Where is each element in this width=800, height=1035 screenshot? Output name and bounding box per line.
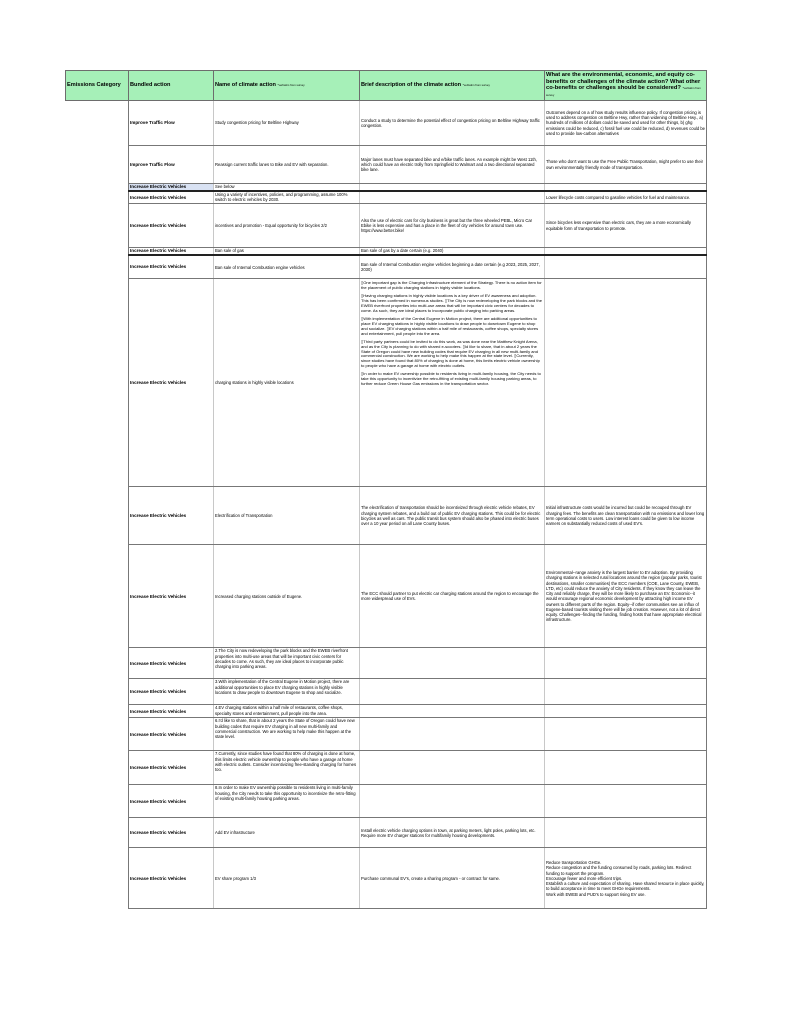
bundled-action-cell[interactable]: Increase Electric Vehicles [129, 204, 214, 248]
category-cell[interactable] [66, 751, 129, 785]
table-row [66, 248, 707, 255]
description-cell[interactable] [360, 279, 545, 487]
bundled-action-cell[interactable]: Increase Electric Vehicles [129, 679, 214, 705]
table-row [66, 818, 707, 848]
co-benefits-cell[interactable]: Environmental--range anxiety is the largest barrier to EV adoption. By providing charging stations in selected rural locations around the region (popular parks, tourist destinations, smaller communities) the ECC members (COE, Lane County, EWEB, LTD, etc) could reduce the anxiety of City residents. If they know they can leave the City and reliably charge, they will be more likely to purchase an EV. Economic--it would encourage regional economic development by attracting high income EV owners to different parts of the region. Equity--if other communities see an influx of Eugene-based tourists visiting there will be job creation. However, not a lot of direct equity. Challenges--finding the funding, finding hosts that have appropriate electrical infrastructure. [545, 545, 707, 648]
table-row [66, 191, 707, 204]
bundled-action-cell[interactable]: Increase Electric Vehicles [129, 718, 214, 751]
category-cell[interactable] [66, 146, 129, 184]
action-name-cell[interactable]: incentives and promotion - Equal opportunity for bicycles 2/2 [214, 204, 360, 248]
co-benefits-cell[interactable]: Outcomes depend on a of how study results influence policy. If congestion pricing is used to address congestion on Beltline Hwy, rather than widening of Beltline Hwy., a) hundreds of millions of dollars could be saved and used for other things, b) ghg emissions could be reduced, c) fossil fuel use could be reduced, d) revenues could be used to provide low-carbon alternatives [545, 101, 707, 146]
description-paragraph: ▯Having charging stations in highly visible locations is a key driver of EV awareness and adoption. This has been confirmed in numerous studies. ▯The City is now redeveloping the park blocks and the EWEB riverfront properties into multi-use areas that will be important civic centers for decades to come. As such, they are ideal places to incorporate public charging into parking areas. [361, 293, 543, 314]
category-cell[interactable] [66, 248, 129, 255]
bundled-action-cell[interactable]: Increase Electric Vehicles [129, 545, 214, 648]
co-benefit-line: Establish a culture and expectation of sharing. Have shared resource in place quickly, to build acceptance in time to meet GHGe requirements. [546, 881, 705, 892]
category-cell[interactable] [66, 487, 129, 545]
description-cell[interactable] [360, 184, 545, 191]
co-benefits-cell[interactable] [545, 705, 707, 718]
action-name-cell[interactable]: 3.With implementation of the Central Eugene in Motion project, there are additional opportunities to place EV charging stations in highly visible locations to draw people to downtown Eugene to shop and socialize. [214, 679, 360, 705]
bundled-action-cell[interactable]: Increase Electric Vehicles [129, 705, 214, 718]
table-row [66, 785, 707, 818]
table-row [66, 751, 707, 785]
table-row [66, 101, 707, 146]
category-cell[interactable] [66, 705, 129, 718]
climate-actions-table [65, 70, 707, 909]
description-cell[interactable]: The ECC should partner to put electric car charging stations around the region to encourage the more widespread use of EVs. [360, 545, 545, 648]
action-name-cell[interactable]: Using a variety of incentives, policies, and programming, assume 100% switch to electric vehicles by 2030. [214, 191, 360, 204]
action-name-cell[interactable]: Electrification of Transportation [214, 487, 360, 545]
co-benefits-cell[interactable] [545, 785, 707, 818]
table-row [66, 255, 707, 279]
description-cell[interactable]: Also the use of electric cars for city business is great but the three wheeled PEBL, Micro Car Ebike is less expensive and has a place in the fleet of city vehicles for around town use. https://www.better.bike/ [360, 204, 545, 248]
description-cell[interactable] [360, 679, 545, 705]
category-cell[interactable] [66, 679, 129, 705]
description-cell[interactable] [360, 705, 545, 718]
co-benefit-line: Reduce congestion and the funding consumed by roads, parking lots. Redirect funding to support the program. [546, 865, 692, 876]
bundled-action-cell[interactable]: Increase Electric Vehicles [129, 818, 214, 848]
co-benefits-cell[interactable] [545, 184, 707, 191]
table-row [66, 679, 707, 705]
bundled-action-cell[interactable]: Improve Traffic Flow [129, 101, 214, 146]
description-paragraph: ▯With implementation of the Central Eugene in Motion project, there are additional opportunities to place EV charging stations in highly visible locations to draw people to downtown Eugene to shop and socialize. ▯EV charging stations within a half mile of restaurants, coffee shops, specialty stores and entertainment, pull people into the area. [361, 316, 539, 336]
category-cell[interactable] [66, 255, 129, 279]
bundled-action-cell[interactable]: Increase Electric Vehicles [129, 785, 214, 818]
bundled-action-cell[interactable]: Increase Electric Vehicles [129, 184, 214, 191]
action-name-cell[interactable]: Increased charging stations outside of Eugene. [214, 545, 360, 648]
co-benefit-line: Encourage fewer and more efficient trips. [546, 875, 623, 881]
table-row [66, 648, 707, 679]
description-cell[interactable]: Conduct a study to determine the potential effect of congestion pricing on Beltline Highway traffic congestion. [360, 101, 545, 146]
category-cell[interactable] [66, 718, 129, 751]
action-name-cell[interactable]: Reassign current traffic lanes to Bike and EV with separation. [214, 146, 360, 184]
table-row [66, 487, 707, 545]
header-row [66, 71, 707, 101]
action-name-cell[interactable]: Ban sale of Internal Combustion engine vehicles [214, 255, 360, 279]
bundled-action-cell[interactable]: Increase Electric Vehicles [129, 487, 214, 545]
description-cell[interactable]: Purchase communal EV's, create a sharing program - or contract for same. [360, 848, 545, 909]
table-row [66, 279, 707, 487]
action-name-cell[interactable]: 7.Currently, since studies have found that 80% of charging is done at home, this limits electric vehicle ownership to people who have a garage at home with electric outlets. Consider incentivizing free-standing charging for homes too. [214, 751, 360, 785]
description-paragraph: ▯Third party partners could be invited to do this work, as was done near the Matthew Knight Arena, and as the City is planning to do with shared e-scooters. ▯Id like to share, that in about 2 years the State of Oregon could have new building codes that require EV charging in all new multi-family and commercial construction. We are working to help make this happen at the state level. ▯Currently, since studies have found that 80% of charging is done at home, this limits electric vehicle ownership to people who have a garage at home with electric outlets. [361, 338, 540, 369]
co-benefits-cell[interactable] [545, 279, 707, 487]
co-benefits-cell[interactable]: Lower lifecycle costs compared to gasoline vehicles for fuel and maintenance. [545, 191, 707, 204]
co-benefits-cell[interactable]: Those who don't want to use the Free Public Transportation, might prefer to use their own environmentally friendly mode of transportation. [545, 146, 707, 184]
table-row [66, 184, 707, 191]
action-name-cell[interactable]: charging stations in highly visible locations [214, 279, 360, 487]
description-cell[interactable]: Ban sale of gas by a date certain (e.g. 2040) [360, 248, 545, 255]
action-name-cell[interactable]: 2.The City is now redeveloping the park blocks and the EWEB riverfront properties into multi-use areas that will be important civic centers for decades to come. As such, they are ideal places to incorporate public charging into parking areas. [214, 648, 360, 679]
category-cell[interactable] [66, 184, 129, 191]
header-brief-description[interactable]: Brief description of the climate action *verbatim from survey [360, 71, 545, 101]
table-row [66, 705, 707, 718]
co-benefits-cell[interactable] [545, 255, 707, 279]
action-name-cell[interactable]: Add EV infrastructure [214, 818, 360, 848]
co-benefits-cell[interactable]: Since bicycles less expensive than electric cars, they are a more economically equitable form of transportation to promote. [545, 204, 707, 248]
bundled-action-cell[interactable]: Improve Traffic Flow [129, 146, 214, 184]
co-benefits-cell[interactable] [545, 818, 707, 848]
action-name-cell[interactable]: EV share program 1/3 [214, 848, 360, 909]
co-benefits-cell[interactable] [545, 718, 707, 751]
description-cell[interactable]: Major lanes must have separated bike and e/bike traffic lanes. An example might be West 11th, which could have an electric trolly from Springfield to Walmart and a two directional separated bike lane. [360, 146, 545, 184]
co-benefits-cell[interactable]: Initial infrastructure costs would be incurred but could be recouped through EV charging fees. The benefits are clean transportation with no emissions and lower long term operational costs to users. Low interest loans could be given to low income earners on substantially reduced costs of used EV's. [545, 487, 707, 545]
description-cell[interactable] [360, 191, 545, 204]
bundled-action-cell[interactable]: Increase Electric Vehicles [129, 248, 214, 255]
category-cell[interactable] [66, 101, 129, 146]
category-cell[interactable] [66, 785, 129, 818]
table-row [66, 848, 707, 909]
category-cell[interactable] [66, 648, 129, 679]
header-emissions-category[interactable]: Emissions Category [66, 71, 129, 101]
description-cell[interactable] [360, 648, 545, 679]
action-name-cell[interactable]: See below [214, 184, 360, 191]
bundled-action-cell[interactable]: Increase Electric Vehicles [129, 191, 214, 204]
action-name-cell[interactable]: 8.In order to make EV ownership possible to residents living in multi-family housing, the City needs to take this opportunity to incentivize the retro-fitting of existing multi-family housing parking areas. [214, 785, 360, 818]
description-paragraph: ▯In order to make EV ownership possible to residents living in multi-family housing, the City needs to take this opportunity to incentivize the retro-fitting of existing multi-family housing parking areas, to further reduce Green House Gas emissions in the transportation sector. [361, 371, 541, 387]
description-cell[interactable]: Install electric vehicle charging options in town, at parking meters, light poles, parking lots, etc. Require more EV charger stations for multifamily housing developments. [360, 818, 545, 848]
description-cell[interactable] [360, 718, 545, 751]
action-name-cell[interactable]: Study congestion pricing for Beltline Highway [214, 101, 360, 146]
co-benefit-line: Work with EWEB and PUD's to support rising EV use. [546, 891, 646, 897]
co-benefits-cell[interactable] [545, 248, 707, 255]
bundled-action-cell[interactable]: Increase Electric Vehicles [129, 751, 214, 785]
header-bundled-action[interactable]: Bundled action [129, 71, 214, 101]
category-cell[interactable] [66, 848, 129, 909]
bundled-action-cell[interactable]: Increase Electric Vehicles [129, 648, 214, 679]
co-benefits-cell[interactable] [545, 679, 707, 705]
category-cell[interactable] [66, 191, 129, 204]
bundled-action-cell[interactable]: Increase Electric Vehicles [129, 255, 214, 279]
action-name-cell[interactable]: 4.EV charging stations within a half mile of restaurants, coffee shops, specialty stores and entertainment, pull people into the area. [214, 705, 360, 718]
bundled-action-cell[interactable]: Increase Electric Vehicles [129, 279, 214, 487]
description-cell[interactable] [360, 785, 545, 818]
table-row [66, 146, 707, 184]
header-co-benefits[interactable]: What are the environmental, economic, and equity co-benefits or challenges of the climate action? What other co-benefits or challenges should be considered? *verbatim from survey [545, 71, 707, 101]
co-benefit-line: Reduce transportation GHGe. [546, 860, 602, 866]
table-row [66, 545, 707, 648]
description-cell[interactable] [360, 751, 545, 785]
description-cell[interactable]: Ban sale of Internal Combustion engine vehicles beginning a date certain (e.g 2023, 2025, 2027, 2030) [360, 255, 545, 279]
action-name-cell[interactable]: 6.I'd like to share, that in about 2 years the State of Oregon could have new building codes that require EV charging in all new multi-family and commercial construction. We are working to help make this happen at the state level. [214, 718, 360, 751]
description-cell[interactable]: The electrification of transportation should be incentivized through electric vehicle rebates, EV charging system rebates, and a build out of public EV charging stations. This could be for electric bicycles as well as cars. The public transit bus system should also be phased into electric buses over a 10 year period on all Lane County buses. [360, 487, 545, 545]
table-row [66, 718, 707, 751]
bundled-action-cell[interactable]: Increase Electric Vehicles [129, 848, 214, 909]
co-benefits-cell[interactable] [545, 848, 707, 909]
category-cell[interactable] [66, 279, 129, 487]
description-paragraph: ▯One important gap is the Charging Infrastructure element of the Strategy. There is no action item for the placement of public charging stations in highly visible locations. [361, 280, 542, 291]
co-benefits-cell[interactable] [545, 751, 707, 785]
category-cell[interactable] [66, 545, 129, 648]
table-row [66, 204, 707, 248]
header-climate-action-name[interactable]: Name of climate action *verbatim from survey [214, 71, 360, 101]
co-benefits-cell[interactable] [545, 648, 707, 679]
category-cell[interactable] [66, 204, 129, 248]
action-name-cell[interactable]: Ban sale of gas [214, 248, 360, 255]
category-cell[interactable] [66, 818, 129, 848]
